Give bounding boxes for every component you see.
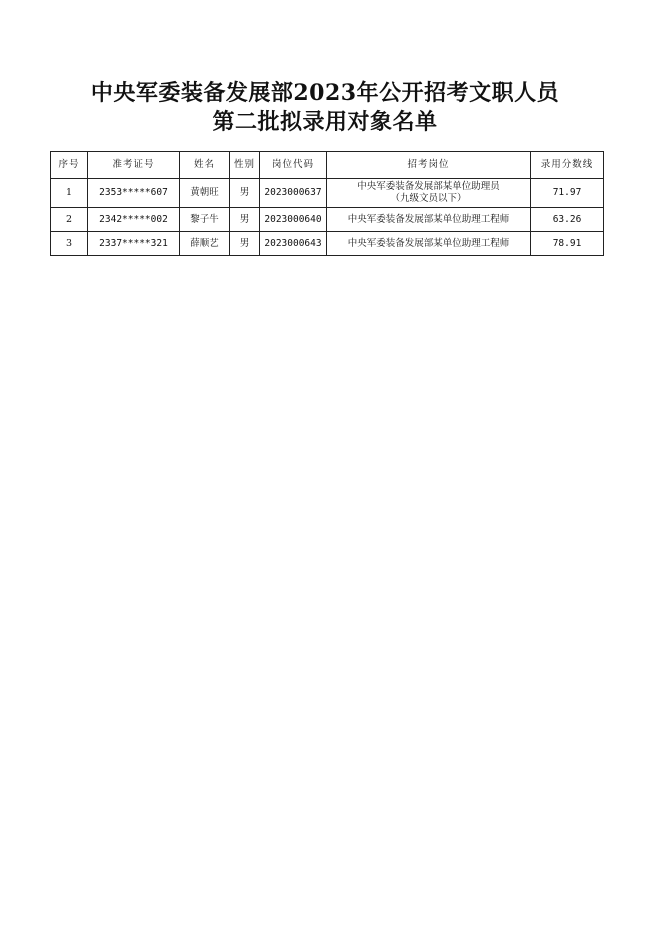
cell-post-line1: 中央军委装备发展部某单位助理员 [357,181,500,192]
cell-gender: 男 [230,179,260,208]
header-score: 录用分数线 [531,152,604,179]
cell-post-code: 2023000640 [260,208,327,232]
cell-score: 63.26 [531,208,604,232]
cell-exam-id: 2337*****321 [88,232,180,256]
header-post-code: 岗位代码 [260,152,327,179]
cell-name: 薛顺艺 [180,232,230,256]
page-title-line2: 第二批拟录用对象名单 [212,109,438,135]
cell-post-line1: 中央军委装备发展部某单位助理工程师 [347,237,510,249]
cell-score: 71.97 [531,179,604,208]
table-row [51,232,604,256]
cell-seq: 3 [51,232,88,256]
cell-exam-id: 2353*****607 [88,179,180,208]
header-name: 姓名 [180,152,230,179]
cell-name: 黄朝旺 [180,179,230,208]
page-title-line1: 中央军委装备发展部2023年公开招考文职人员 [90,80,560,106]
cell-gender: 男 [230,232,260,256]
cell-name: 黎子牛 [180,208,230,232]
roster-table [50,151,604,256]
cell-seq: 1 [51,179,88,208]
cell-post-code: 2023000643 [260,232,327,256]
cell-post [327,179,531,208]
table-header-row [51,152,604,179]
cell-post-line1: 中央军委装备发展部某单位助理工程师 [347,213,510,225]
cell-exam-id: 2342*****002 [88,208,180,232]
header-gender: 性别 [230,152,260,179]
header-post: 招考岗位 [327,152,531,179]
table-row [51,208,604,232]
cell-post-code: 2023000637 [260,179,327,208]
header-seq: 序号 [51,152,88,179]
header-exam-id: 准考证号 [88,152,180,179]
cell-post-line2: （九级文员以下） [390,193,467,204]
table-row [51,179,604,208]
cell-gender: 男 [230,208,260,232]
cell-post [327,232,531,256]
cell-seq: 2 [51,208,88,232]
cell-post [327,208,531,232]
cell-score: 78.91 [531,232,604,256]
